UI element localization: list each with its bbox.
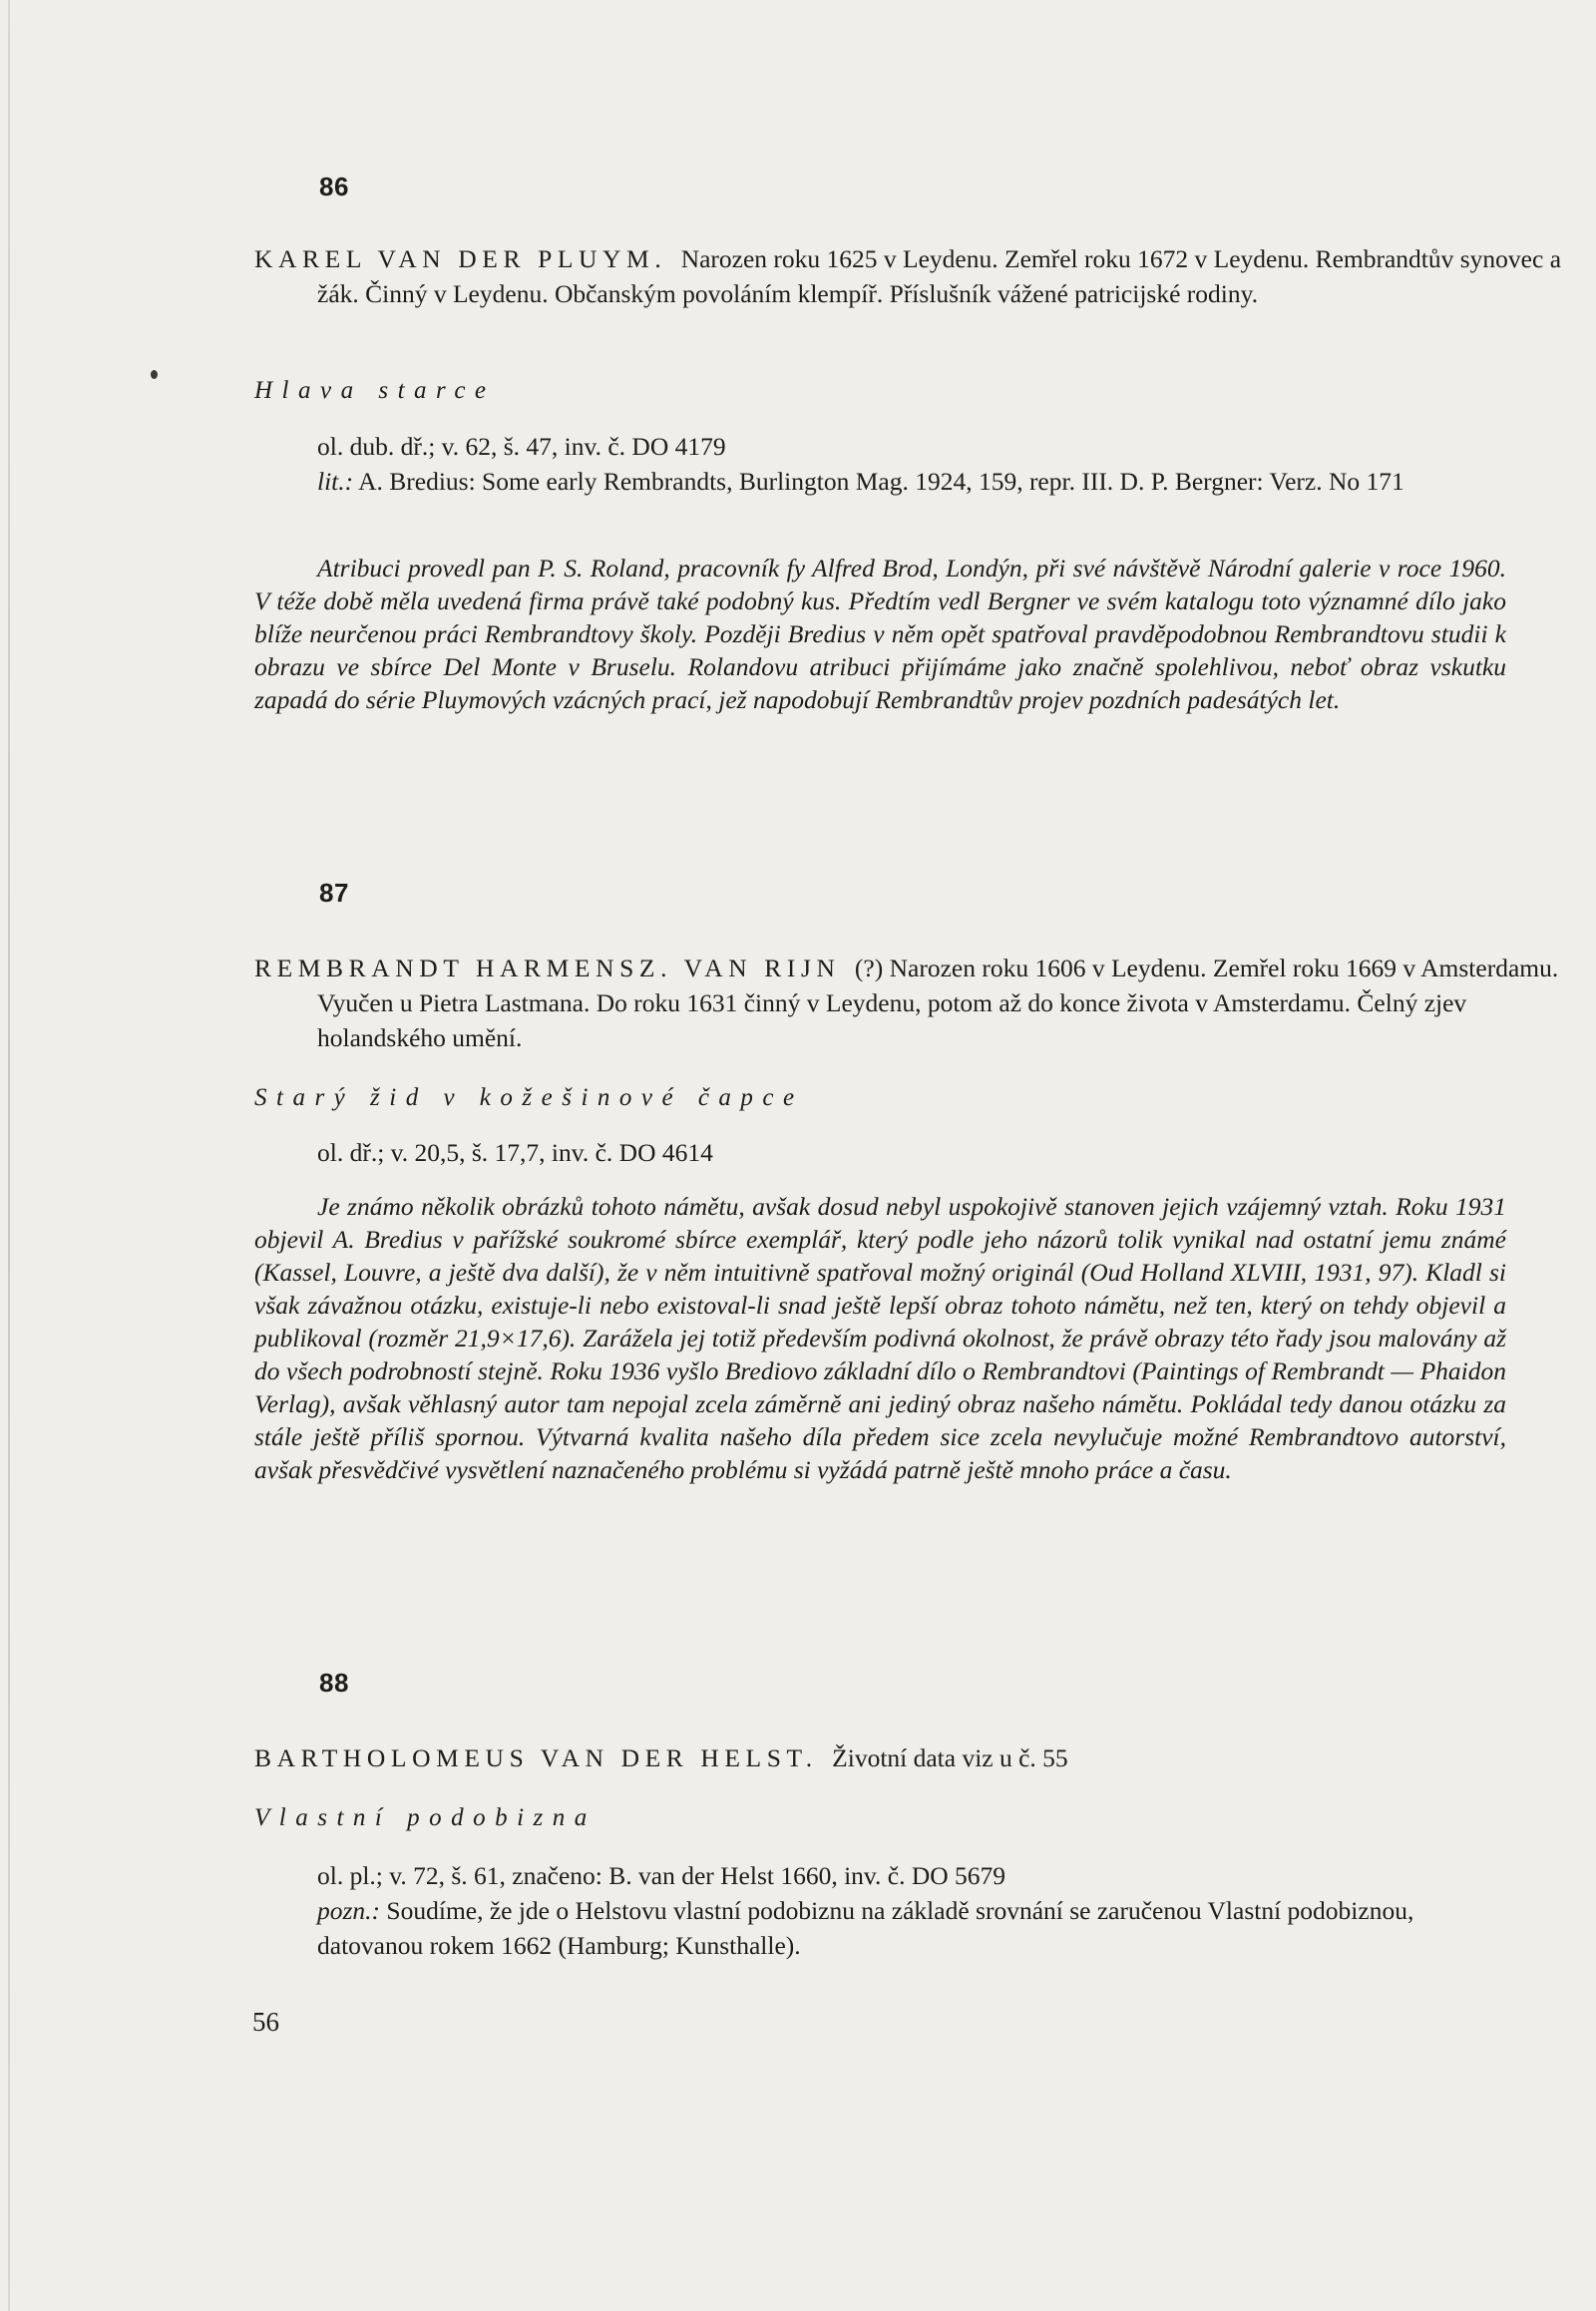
page-edge-shadow [8,0,10,2311]
catalogue-line: ol. pl.; v. 72, š. 61, značeno: B. van der Helst 1660, inv. č. DO 5679 [317,1861,1006,1890]
entry-number: 87 [319,878,349,908]
work-metadata [317,1135,1506,1170]
work-metadata [317,429,1506,499]
commentary: Atribuci provedl pan P. S. Roland, pracovník fy Alfred Brod, Londýn, při své návštěvě Národní galerie v roce 1960. V téže době měla uvedená firma právě také podobný kus. Předtím vedl Bergner ve svém katalogu toto významné dílo jako blíže neurčenou práci Rembrandtovy školy. Později Bredius v něm opět spatřoval pravděpodobnou Rembrandtovu studii k obrazu ve sbírce Del Monte v Bruselu. Rolandovu atribuci přijímáme jako značně spolehlivou, neboť obraz vskutku zapadá do série Pluymových vzácných prací, jež napodobují Rembrandtův projev pozdních padesátých let. [254,554,1506,714]
note-line [317,1893,1506,1963]
entry-number: 88 [319,1668,349,1698]
literature-line [317,464,1506,499]
artist-name: REMBRANDT HARMENSZ. VAN RIJN [254,954,841,982]
literature-label: lit.: [317,467,354,496]
entry-number: 86 [319,172,349,201]
note-label: pozn.: [317,1896,381,1925]
work-title: Starý žid v kožešinové čapce [254,1084,804,1111]
entry-header [254,951,1569,1055]
page-folio: 56 [252,2007,279,2037]
artist-biography: Narozen roku 1606 v Leydenu. Zemřel roku 1669 v Amsterdamu. Vyučen u Pietra Lastmana. Do roku 1631 činný v Leydenu, potom až do konce života v Amsterdamu. Čelný zjev holandského umění. [317,954,1559,1052]
artist-biography: Životní data viz u č. 55 [832,1743,1068,1772]
work-title: Vlastní podobizna [254,1804,597,1831]
artist-name: BARTHOLOMEUS VAN DER HELST. [254,1743,818,1772]
catalogue-line: ol. dř.; v. 20,5, š. 17,7, inv. č. DO 4614 [317,1138,713,1167]
note-text: Soudíme, že jde o Helstovu vlastní podobiznu na základě srovnání se zaručenou Vlastní podobiznou, datovanou rokem 1662 (Hamburg; Kunsthalle). [317,1896,1414,1960]
artist-qualifier: (?) [854,954,884,982]
work-title: Hlava starce [254,377,496,404]
work-metadata [317,1858,1506,1963]
commentary: Je známo několik obrázků tohoto námětu, avšak dosud nebyl uspokojivě stanoven jejich vzájemný vztah. Roku 1931 objevil A. Bredius v pařížské soukromé sbírce exemplář, který podle jeho názorů tolik vynikal nad ostatní jemu známé (Kassel, Louvre, a ještě dva další), že v něm intuitivně spatřoval možný originál (Oud Holland XLVIII, 1931, 97). Kladl si však závažnou otázku, existuje-li nebo existoval-li snad ještě lepší obraz tohoto námětu, než ten, který on tehdy objevil a publikoval (rozměr 21,9×17,6). Zarážela jej totiž především podivná okolnost, že právě obrazy této řady jsou malovány až do všech podrobností stejně. Roku 1936 vyšlo Brediovo základní dílo o Rembrandtovi (Paintings of Rembrandt — Phaidon Verlag), avšak věhlasný autor tam nepojal zcela záměrně ani jediný obraz našeho námětu. Pokládal tedy danou otázku za stále ještě příliš spornou. Výtvarná kvalita našeho díla předem sice zcela nevylučuje možné Rembrandtovo autorství, avšak přesvědčivé vysvětlení naznačeného problému si vyžádá patrně ještě mnoho práce a času. [254,1192,1506,1484]
literature-text: A. Bredius: Some early Rembrandts, Burlington Mag. 1924, 159, repr. III. D. P. Bergner: Verz. No 171 [353,467,1404,496]
catalogue-line: ol. dub. dř.; v. 62, š. 47, inv. č. DO 4179 [317,432,726,461]
artist-name: KAREL VAN DER PLUYM. [254,244,667,273]
entry-header [254,1740,1569,1775]
artist-biography: Narozen roku 1625 v Leydenu. Zemřel roku 1672 v Leydenu. Rembrandtův synovec a žák. Činný v Leydenu. Občanským povoláním klempíř. Příslušník vážené patricijské rodiny. [317,244,1562,308]
entry-header [254,241,1569,311]
margin-dot [151,370,158,379]
